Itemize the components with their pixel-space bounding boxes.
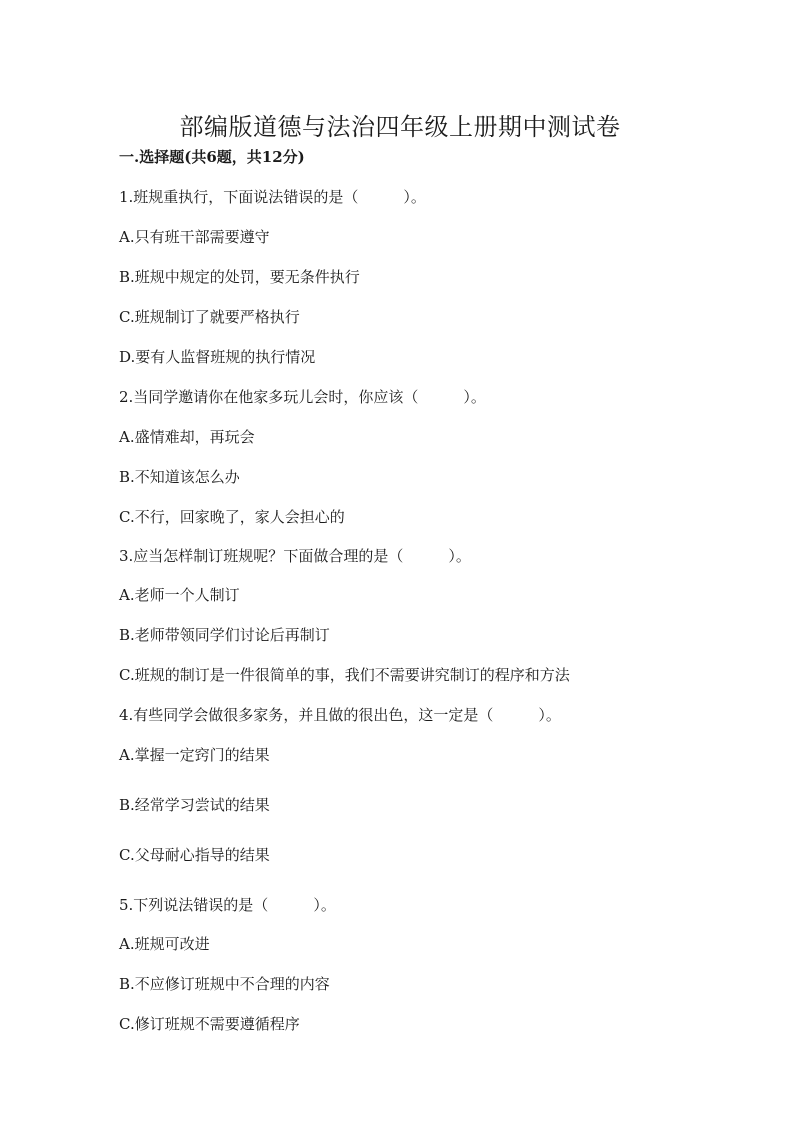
question-4-option-b: B.经常学习尝试的结果 xyxy=(119,796,270,814)
question-2-option-c: C.不行，回家晚了，家人会担心的 xyxy=(119,508,345,526)
question-4-stem: 4.有些同学会做很多家务，并且做的很出色，这一定是（ ）。 xyxy=(119,706,561,724)
question-5-option-b: B.不应修订班规中不合理的内容 xyxy=(119,975,330,993)
question-3-option-c: C.班规的制订是一件很简单的事，我们不需要讲究制订的程序和方法 xyxy=(119,666,570,684)
question-2-option-a: A.盛情难却，再玩会 xyxy=(119,428,255,446)
question-1-stem: 1.班规重执行，下面说法错误的是（ ）。 xyxy=(119,188,426,206)
question-1-option-a: A.只有班干部需要遵守 xyxy=(119,228,270,246)
question-1-option-d: D.要有人监督班规的执行情况 xyxy=(119,348,316,366)
question-5-stem: 5.下列说法错误的是（ ）。 xyxy=(119,896,336,914)
section-heading: 一.选择题(共6题，共12分) xyxy=(119,148,305,166)
question-1-option-b: B.班规中规定的处罚，要无条件执行 xyxy=(119,268,360,286)
question-1-option-c: C.班规制订了就要严格执行 xyxy=(119,308,300,326)
question-2-stem: 2.当同学邀请你在他家多玩儿会时，你应该（ ）。 xyxy=(119,388,486,406)
page-title: 部编版道德与法治四年级上册期中测试卷 xyxy=(179,113,621,142)
question-4-option-c: C.父母耐心指导的结果 xyxy=(119,846,270,864)
question-2-option-b: B.不知道该怎么办 xyxy=(119,468,240,486)
question-3-stem: 3.应当怎样制订班规呢？下面做合理的是（ ）。 xyxy=(119,547,471,565)
question-3-option-b: B.老师带领同学们讨论后再制订 xyxy=(119,626,330,644)
question-5-option-c: C.修订班规不需要遵循程序 xyxy=(119,1015,300,1033)
question-3-option-a: A.老师一个人制订 xyxy=(119,586,240,604)
question-4-option-a: A.掌握一定窍门的结果 xyxy=(119,746,270,764)
question-5-option-a: A.班规可改进 xyxy=(119,935,210,953)
